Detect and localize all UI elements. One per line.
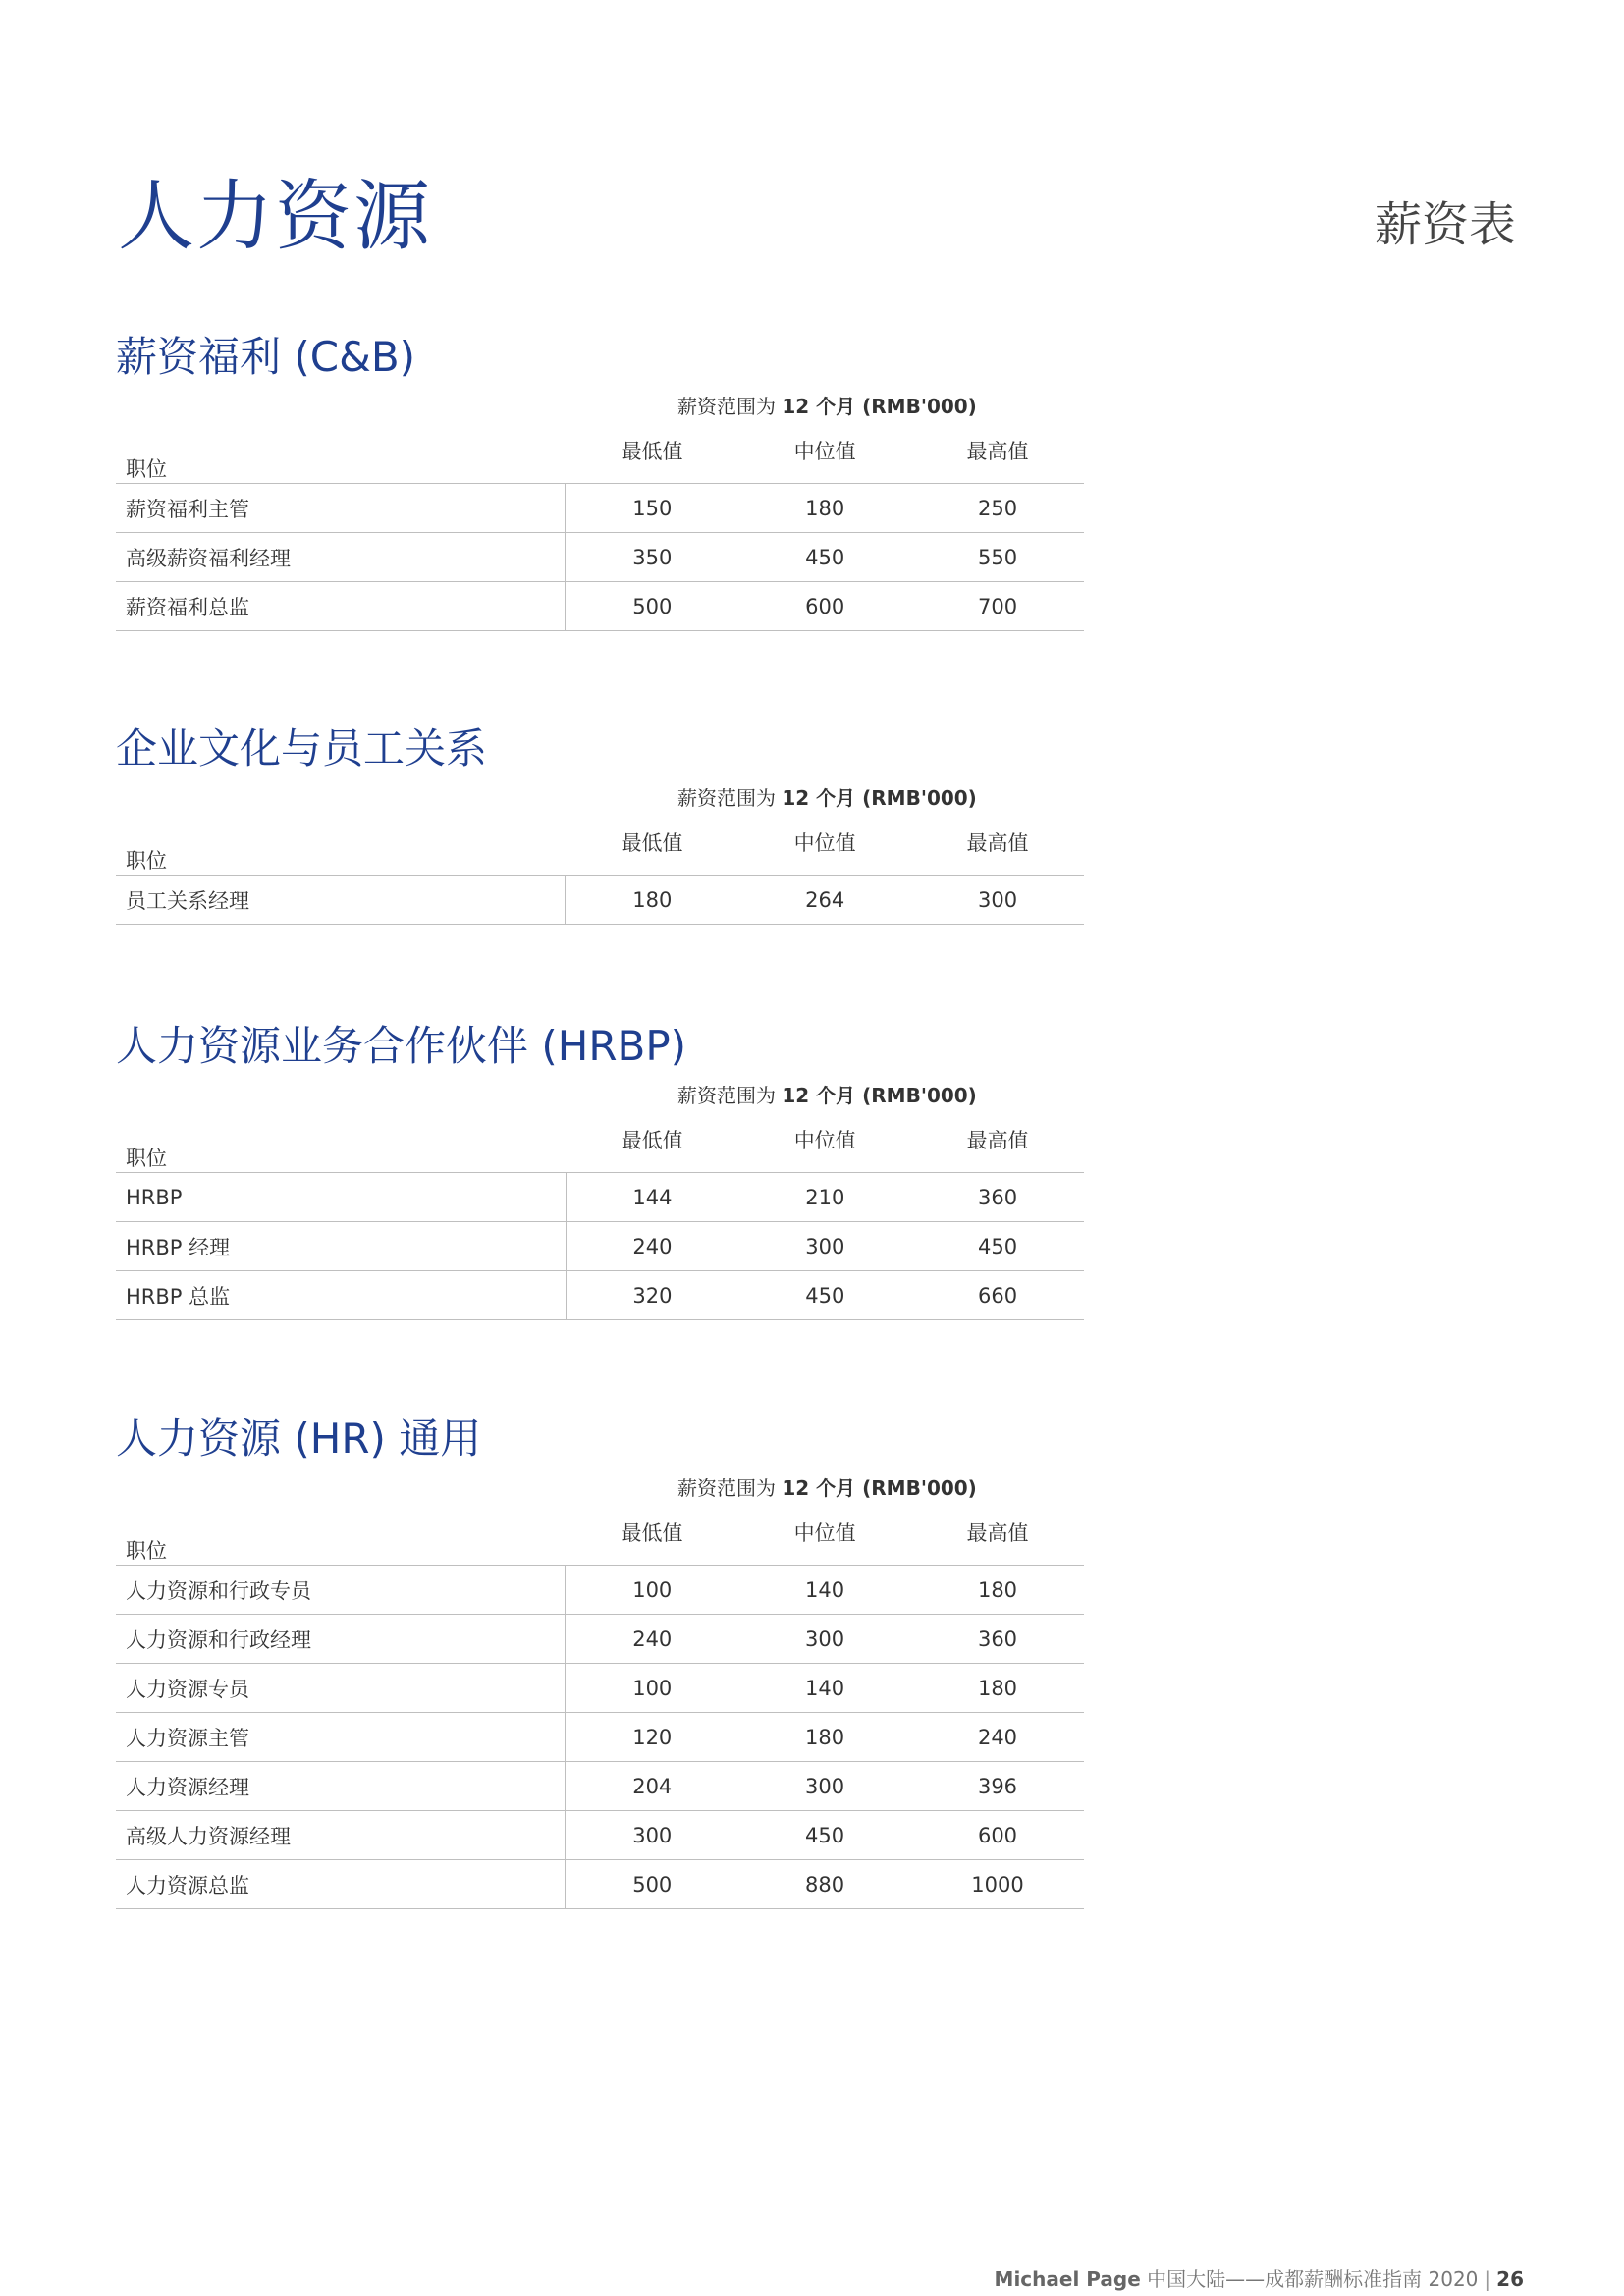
cell-mid: 300 xyxy=(738,1615,911,1664)
salary-table xyxy=(116,427,1084,631)
section-title: 人力资源业务合作伙伴 (HRBP) xyxy=(116,1022,687,1070)
column-header-mid: 中位值 xyxy=(738,1116,911,1173)
cell-position: 人力资源经理 xyxy=(116,1762,566,1811)
cell-mid: 180 xyxy=(738,484,911,533)
cell-min: 204 xyxy=(566,1762,738,1811)
table-row xyxy=(116,1762,1084,1811)
cell-position: 薪资福利总监 xyxy=(116,582,566,631)
cell-position: HRBP xyxy=(116,1173,566,1222)
column-header-position: 职位 xyxy=(116,1509,566,1566)
cell-min: 350 xyxy=(566,533,738,582)
cell-max: 240 xyxy=(911,1713,1084,1762)
cell-position: 薪资福利主管 xyxy=(116,484,566,533)
column-header-max: 最高值 xyxy=(911,427,1084,484)
cell-max: 360 xyxy=(911,1173,1084,1222)
table-row xyxy=(116,1713,1084,1762)
table-row xyxy=(116,484,1084,533)
salary-range-caption: 薪资范围为 12 个月 (RMB'000) xyxy=(677,1084,977,1107)
footer-separator: | xyxy=(1484,2268,1491,2291)
cell-max: 396 xyxy=(911,1762,1084,1811)
cell-min: 120 xyxy=(566,1713,738,1762)
cell-mid: 600 xyxy=(738,582,911,631)
table-row xyxy=(116,1664,1084,1713)
column-header-mid: 中位值 xyxy=(738,819,911,876)
cell-mid: 300 xyxy=(738,1222,911,1271)
cell-max: 180 xyxy=(911,1566,1084,1615)
cell-mid: 450 xyxy=(738,1811,911,1860)
salary-table xyxy=(116,819,1084,925)
section-title: 企业文化与员工关系 xyxy=(116,724,488,773)
cell-mid: 180 xyxy=(738,1713,911,1762)
cell-position: 员工关系经理 xyxy=(116,876,566,925)
column-header-max: 最高值 xyxy=(911,1116,1084,1173)
cell-mid: 140 xyxy=(738,1664,911,1713)
table-row xyxy=(116,876,1084,925)
section-cb xyxy=(116,329,1084,631)
cell-min: 144 xyxy=(566,1173,738,1222)
page-number: 26 xyxy=(1496,2268,1524,2291)
cell-mid: 300 xyxy=(738,1762,911,1811)
page-title: 人力资源 xyxy=(118,173,433,261)
salary-range-caption: 薪资范围为 12 个月 (RMB'000) xyxy=(677,395,977,418)
column-header-max: 最高值 xyxy=(911,1509,1084,1566)
table-row xyxy=(116,1860,1084,1909)
section-title: 薪资福利 (C&B) xyxy=(116,333,416,381)
footer-brand: Michael Page xyxy=(994,2268,1141,2291)
column-header-mid: 中位值 xyxy=(738,427,911,484)
table-row xyxy=(116,1811,1084,1860)
cell-mid: 450 xyxy=(738,533,911,582)
cell-min: 300 xyxy=(566,1811,738,1860)
cell-min: 240 xyxy=(566,1615,738,1664)
table-row xyxy=(116,1173,1084,1222)
table-row xyxy=(116,1222,1084,1271)
section-employee-relations xyxy=(116,721,1084,925)
footer-text: 中国大陆——成都薪酬标准指南 2020 xyxy=(1140,2268,1479,2291)
cell-max: 250 xyxy=(911,484,1084,533)
cell-min: 150 xyxy=(566,484,738,533)
cell-mid: 880 xyxy=(738,1860,911,1909)
cell-mid: 264 xyxy=(738,876,911,925)
salary-range-caption: 薪资范围为 12 个月 (RMB'000) xyxy=(677,786,977,810)
column-header-position: 职位 xyxy=(116,819,566,876)
cell-max: 450 xyxy=(911,1222,1084,1271)
column-header-min: 最低值 xyxy=(566,1116,738,1173)
cell-max: 600 xyxy=(911,1811,1084,1860)
cell-mid: 450 xyxy=(738,1271,911,1320)
cell-position: 人力资源和行政专员 xyxy=(116,1566,566,1615)
cell-min: 320 xyxy=(566,1271,738,1320)
cell-mid: 140 xyxy=(738,1566,911,1615)
cell-min: 100 xyxy=(566,1664,738,1713)
table-row xyxy=(116,582,1084,631)
cell-min: 180 xyxy=(566,876,738,925)
cell-min: 100 xyxy=(566,1566,738,1615)
column-header-max: 最高值 xyxy=(911,819,1084,876)
cell-position: 人力资源主管 xyxy=(116,1713,566,1762)
table-row xyxy=(116,533,1084,582)
table-row xyxy=(116,1615,1084,1664)
column-header-mid: 中位值 xyxy=(738,1509,911,1566)
salary-table xyxy=(116,1509,1084,1909)
section-hrbp xyxy=(116,1018,1084,1320)
cell-position: 高级薪资福利经理 xyxy=(116,533,566,582)
cell-max: 180 xyxy=(911,1664,1084,1713)
cell-mid: 210 xyxy=(738,1173,911,1222)
cell-position: 人力资源专员 xyxy=(116,1664,566,1713)
column-header-position: 职位 xyxy=(116,427,566,484)
cell-min: 500 xyxy=(566,1860,738,1909)
page-footer xyxy=(995,2264,1524,2292)
table-row xyxy=(116,1271,1084,1320)
column-header-min: 最低值 xyxy=(566,427,738,484)
cell-max: 360 xyxy=(911,1615,1084,1664)
section-hr-general xyxy=(116,1411,1084,1909)
cell-max: 300 xyxy=(911,876,1084,925)
cell-max: 550 xyxy=(911,533,1084,582)
cell-position: 人力资源总监 xyxy=(116,1860,566,1909)
salary-range-caption: 薪资范围为 12 个月 (RMB'000) xyxy=(677,1476,977,1500)
page-section-label: 薪资表 xyxy=(1374,197,1516,252)
cell-position: HRBP 经理 xyxy=(116,1222,566,1271)
cell-max: 700 xyxy=(911,582,1084,631)
column-header-position: 职位 xyxy=(116,1116,566,1173)
cell-max: 1000 xyxy=(911,1860,1084,1909)
column-header-min: 最低值 xyxy=(566,1509,738,1566)
salary-table xyxy=(116,1116,1084,1320)
cell-min: 500 xyxy=(566,582,738,631)
cell-position: HRBP 总监 xyxy=(116,1271,566,1320)
table-row xyxy=(116,1566,1084,1615)
cell-position: 人力资源和行政经理 xyxy=(116,1615,566,1664)
cell-position: 高级人力资源经理 xyxy=(116,1811,566,1860)
column-header-min: 最低值 xyxy=(566,819,738,876)
section-title: 人力资源 (HR) 通用 xyxy=(116,1415,482,1463)
cell-min: 240 xyxy=(566,1222,738,1271)
cell-max: 660 xyxy=(911,1271,1084,1320)
